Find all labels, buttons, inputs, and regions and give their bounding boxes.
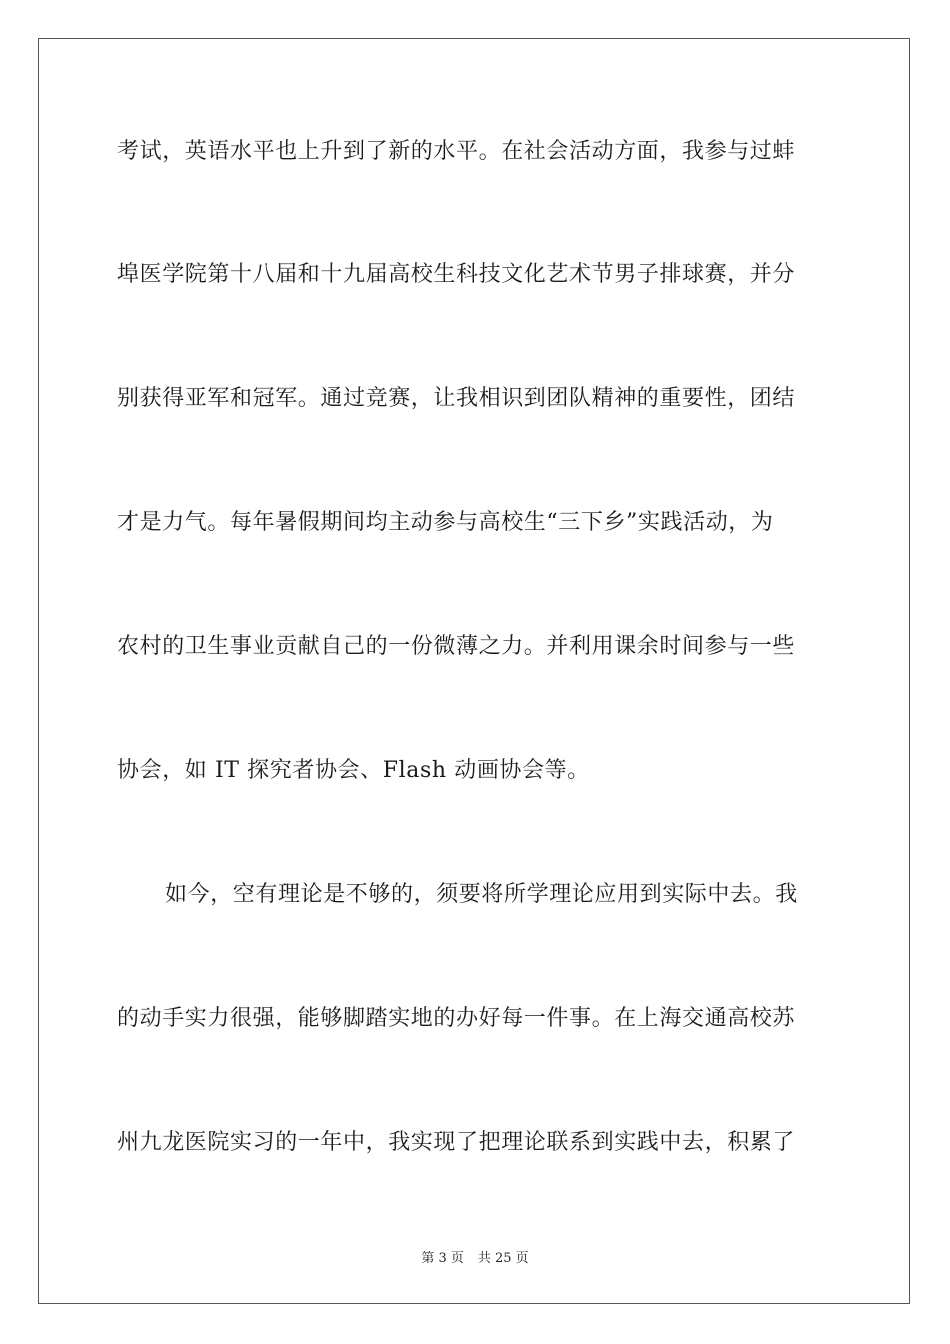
body-text-line: 农村的卫生事业贡献自己的一份微薄之力。并利用课余时间参与一些	[117, 634, 796, 659]
paragraph-first-line: 如今，空有理论是不够的，须要将所学理论应用到实际中去。我	[165, 882, 798, 907]
body-text-line: 的动手实力很强，能够脚踏实地的办好每一件事。在上海交通高校苏	[117, 1006, 796, 1031]
body-text-line: 埠医学院第十八届和十九届高校生科技文化艺术节男子排球赛，并分	[117, 262, 796, 287]
page-border	[38, 38, 910, 1304]
body-text-line: 协会，如 IT 探究者协会、Flash 动画协会等。	[117, 758, 590, 783]
page-total: 共 25 页	[477, 1251, 529, 1266]
page-number: 第 3 页	[421, 1251, 464, 1266]
body-text-line: 州九龙医院实习的一年中，我实现了把理论联系到实践中去，积累了	[117, 1130, 796, 1155]
body-text-line: 才是力气。每年暑假期间均主动参与高校生“三下乡”实践活动，为	[117, 510, 774, 535]
body-text-line: 别获得亚军和冠军。通过竞赛，让我相识到团队精神的重要性，团结	[117, 386, 796, 411]
page-footer	[0, 1247, 950, 1266]
body-text-line: 考试，英语水平也上升到了新的水平。在社会活动方面，我参与过蚌	[117, 139, 796, 164]
